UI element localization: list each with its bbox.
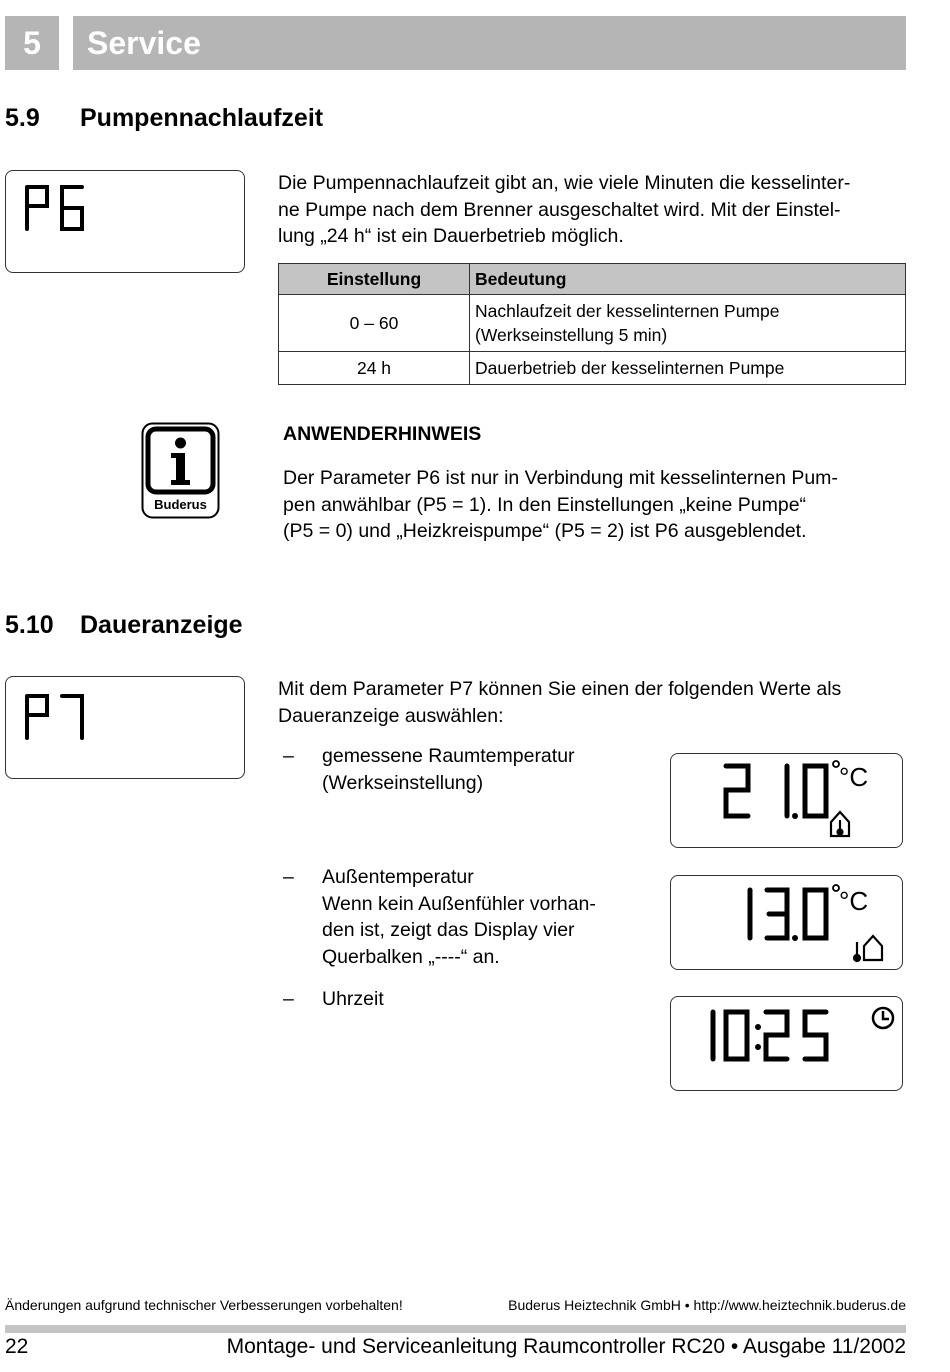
intro-5-9 [278, 170, 908, 250]
section-title: Daueranzeige [80, 611, 243, 639]
table-row [279, 295, 906, 352]
section-number: 5.10 [5, 611, 54, 639]
lcd-display-room-temperature [670, 753, 903, 848]
table-header: Bedeutung [470, 264, 906, 295]
text-line: Daueranzeige auswählen: [278, 704, 504, 727]
footer-disclaimer: Änderungen aufgrund technischer Verbesserungen vorbehalten! [5, 1297, 403, 1313]
page-number: 22 [5, 1335, 29, 1358]
text-line: ne Pumpe nach dem Brenner ausgeschaltet wird. Mit der Einstel- [278, 198, 841, 221]
bullet-dash: – [283, 988, 294, 1010]
note-text [283, 465, 908, 545]
text-line: Außentemperatur [322, 866, 474, 888]
text-line: pen anwählbar (P5 = 1). In den Einstellungen „keine Pumpe“ [283, 493, 807, 516]
text-line: Uhrzeit [322, 988, 384, 1010]
section-heading-5-9 [5, 104, 323, 133]
cell-line: (Werkseinstellung 5 min) [475, 325, 668, 345]
text-line: gemessene Raumtemperatur [322, 745, 575, 767]
footer-company: Buderus Heiztechnik GmbH • http://www.heiztechnik.buderus.de [508, 1297, 906, 1313]
lcd-room-temperature [671, 754, 902, 847]
lcd-outdoor-temperature [671, 876, 902, 969]
text-line: lung „24 h“ ist ein Dauerbetrieb möglich. [278, 225, 624, 247]
outdoor-temperature-icon [854, 936, 882, 961]
lcd-unit: °C [839, 762, 869, 792]
list-item-text [322, 986, 384, 1013]
table-header-row [279, 264, 906, 295]
text-line: Querbalken „----“ an. [322, 945, 500, 968]
list-item-text [322, 864, 596, 970]
table-cell-setting: 24 h [279, 352, 470, 385]
lcd-display-p7 [5, 676, 245, 779]
note-heading: ANWENDERHINWEIS [283, 423, 482, 445]
room-temperature-icon [831, 812, 849, 836]
section-title: Pumpennachlaufzeit [80, 104, 324, 132]
chapter-title: Service [73, 16, 906, 70]
lcd-display-p6 [5, 170, 245, 273]
lcd-display-clock [670, 996, 903, 1091]
table-row [279, 352, 906, 385]
text-line: (Werkseinstellung) [322, 771, 484, 794]
buderus-logo-label: Buderus [154, 497, 207, 512]
clock-icon [873, 1008, 893, 1028]
table-cell-meaning: Dauerbetrieb der kesselinternen Pumpe [470, 352, 906, 385]
text-line: den ist, zeigt das Display vier [322, 919, 575, 941]
chapter-number: 5 [5, 16, 59, 70]
lcd-clock [671, 997, 902, 1090]
section-heading-5-10 [5, 611, 243, 640]
document-title: Montage- und Serviceanleitung Raumcontroller RC20 • Ausgabe 11/2002 [226, 1335, 906, 1358]
text-line: Die Pumpennachlaufzeit gibt an, wie viele Minuten die kesselinter- [278, 172, 851, 194]
info-icon [141, 422, 220, 519]
text-line: Mit dem Parameter P7 können Sie einen der folgenden Werte als [278, 678, 842, 700]
bullet-dash: – [283, 745, 294, 767]
lcd-display-outdoor-temperature [670, 875, 903, 970]
settings-table [278, 263, 906, 385]
lcd-segments-p6 [6, 171, 244, 272]
text-line: Der Parameter P6 ist nur in Verbindung mit kesselinternen Pum- [283, 467, 838, 489]
lcd-unit: °C [839, 886, 869, 916]
intro-5-10 [278, 676, 908, 729]
table-header: Einstellung [279, 264, 470, 295]
list-item-text [322, 743, 575, 796]
footer-divider [5, 1325, 906, 1333]
bullet-dash: – [283, 866, 294, 888]
section-number: 5.9 [5, 104, 40, 132]
table-cell-meaning [470, 295, 906, 352]
text-line: Wenn kein Außenfühler vorhan- [322, 892, 596, 915]
cell-line: Nachlaufzeit der kesselinternen Pumpe [475, 301, 780, 321]
text-line: (P5 = 0) und „Heizkreispumpe“ (P5 = 2) ist P6 ausgeblendet. [283, 520, 807, 542]
table-cell-setting: 0 – 60 [279, 295, 470, 352]
lcd-segments-p7 [6, 677, 244, 778]
